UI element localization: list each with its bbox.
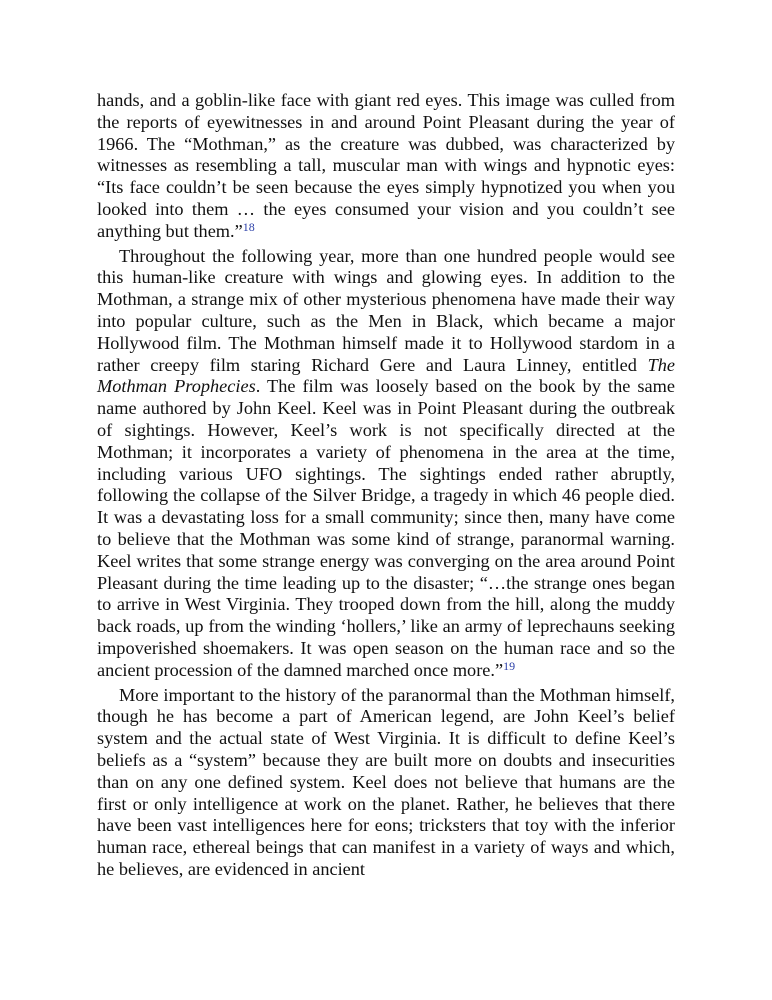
paragraph-2-text-end: . The film was loosely based on the book by the same name authored by John Keel. Keel was in Point Pleasant during the outbreak of sightings. However, Keel’s work is not specifically directed at the Mothman; it incorporates a variety of phenomena in the area at the time, including various UFO sightings. The sightings ended rather abruptly, following the collapse of the Silver Bridge, a tragedy in which 46 people died. It was a devastating loss for a small community; since then, many have come to believe that the Mothman was some kind of strange, paranormal warning. Keel writes that some strange energy was converging on the area around Point Pleasant during the time leading up to the disaster; “…the strange ones began to arrive in West Virginia. They trooped down from the hill, along the muddy back roads, up from the winding ‘hollers,’ like an army of leprechauns seeking impoverished shoemakers. It was open season on the human race and so the ancient procession of the damned marched once more.” [97, 376, 675, 680]
paragraph-1-text: hands, and a goblin-like face with giant red eyes. This image was culled from the reports of eyewitnesses in and around Point Pleasant during the year of 1966. The “Mothman,” as the creature was dubbed, was characterized by witnesses as resembling a tall, muscular man with wings and hypnotic eyes: “Its face couldn’t be seen because the eyes simply hypnotized you when you looked into them … the eyes consumed your vision and you couldn’t see anything but them.” [97, 90, 675, 241]
footnote-ref-18[interactable]: 18 [242, 219, 255, 234]
paragraph-2-text-start: Throughout the following year, more than one hundred people would see this human-like creature with wings and glowing eyes. In addition to the Mothman, a strange mix of other mysterious phenomena have made their way into popular culture, such as the Men in Black, which became a major Hollywood film. The Mothman himself made it to Hollywood stardom in a rather creepy film staring Richard Gere and Laura Linney, entitled [97, 245, 675, 375]
paragraph-1 [97, 90, 675, 243]
paragraph-3-text: More important to the history of the paranormal than the Mothman himself, though he has become a part of American legend, are John Keel’s belief system and the actual state of West Virginia. It is difficult to define Keel’s beliefs as a “system” because they are built more on doubts and insecurities than on any one defined system. Keel does not believe that humans are the first or only intelligence at work on the planet. Rather, he believes that there have been vast intelligences here for eons; tricksters that toy with the inferior human race, ethereal beings that can manifest in a variety of ways and which, he believes, are evidenced in ancient [97, 684, 675, 879]
book-page-body [97, 90, 675, 881]
paragraph-3 [97, 685, 675, 881]
paragraph-2 [97, 246, 675, 682]
book-title-mothman-prophecies: The Mothman Prophecies [97, 354, 675, 397]
footnote-ref-19[interactable]: 19 [503, 658, 516, 673]
